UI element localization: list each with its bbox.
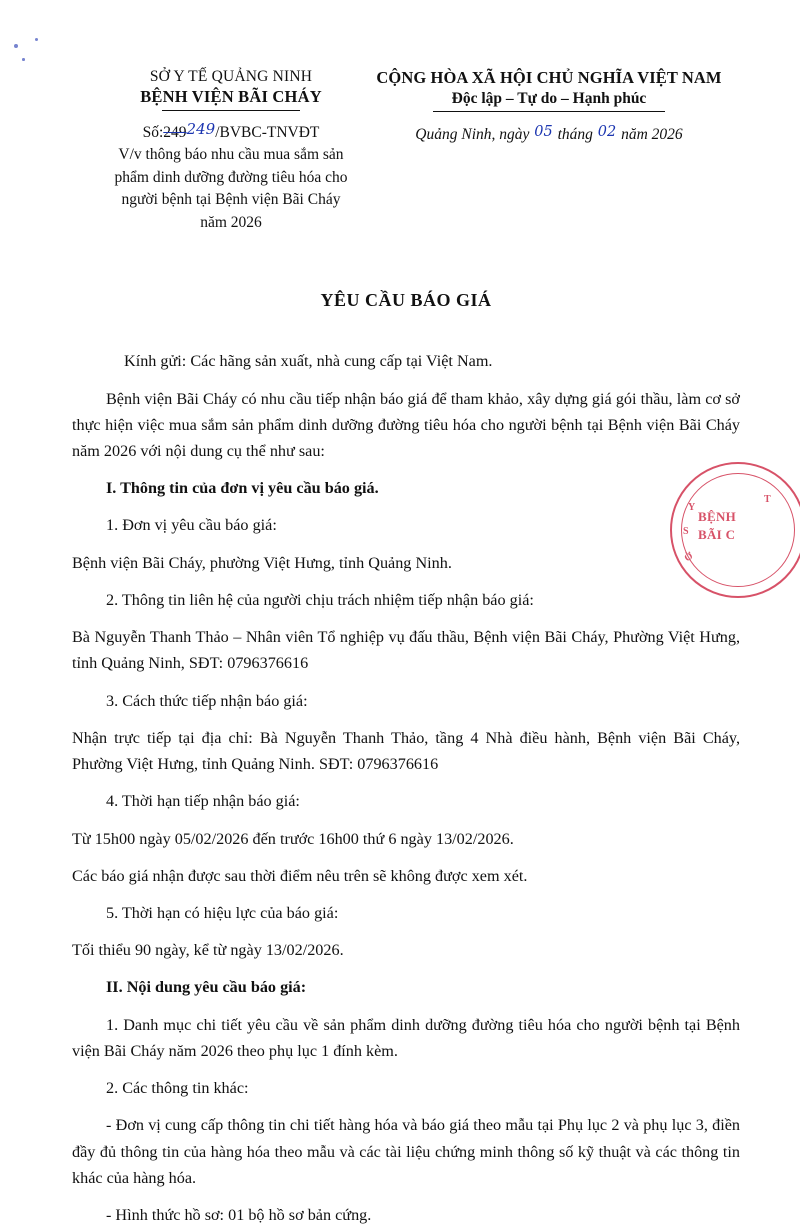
document-number: [110, 120, 352, 142]
seal-ring-letter: T: [764, 494, 771, 505]
seal-ring-letter: Ở: [682, 550, 696, 565]
paragraph-i-1: 1. Đơn vị yêu cầu báo giá:: [106, 516, 277, 535]
national-heading-block: [352, 68, 740, 144]
seal-ring-letter: Y: [688, 502, 696, 513]
header-divider: [433, 111, 665, 112]
paragraph-ii-2: 2. Các thông tin khác:: [106, 1079, 249, 1098]
paragraph-ii-1: 1. Danh mục chi tiết yêu cầu về sản phẩm dinh dưỡng đường tiêu hóa cho người bệnh tại Bệnh viện Bãi Cháy năm 2026 theo phụ lục 1 đính kèm.: [72, 1015, 740, 1060]
official-seal-stamp: [670, 462, 800, 598]
issuing-authority-block: [72, 68, 352, 234]
seal-line-1: BỆNH: [698, 509, 737, 524]
document-number-suffix: /BVBC-TNVĐT: [215, 124, 320, 142]
paragraph-intro: Bệnh viện Bãi Cháy có nhu cầu tiếp nhận báo giá để tham khảo, xây dựng giá gói thầu, làm cơ sở thực hiện việc mua sắm sản phẩm dinh dưỡng đường tiêu hóa cho người bệnh tại Bệnh viện Bãi Cháy năm 2026 với nội dung cụ thể như sau:: [72, 389, 740, 460]
month-label: tháng: [557, 126, 593, 144]
place-date-prefix: Quảng Ninh, ngày: [415, 126, 530, 144]
paragraph-i-2: 2. Thông tin liên hệ của người chịu trách nhiệm tiếp nhận báo giá:: [106, 590, 534, 609]
national-motto: Độc lập – Tự do – Hạnh phúc: [451, 90, 647, 107]
ink-mark: [22, 58, 25, 61]
document-number-struck: 249: [163, 124, 187, 142]
paragraph-i-2-value: Bà Nguyễn Thanh Thảo – Nhân viên Tổ nghiệp vụ đấu thầu, Bệnh viện Bãi Cháy, Phường Việt Hưng, tỉnh Quảng Ninh, SĐT: 0796376616: [72, 628, 740, 673]
heading-section-ii: II. Nội dung yêu cầu báo giá:: [106, 978, 307, 997]
paragraph-i-5: 5. Thời hạn có hiệu lực của báo giá:: [106, 904, 339, 923]
seal-ring-letter: S: [683, 526, 689, 537]
paragraph-i-1-value: Bệnh viện Bãi Cháy, phường Việt Hưng, tỉnh Quảng Ninh.: [72, 553, 452, 572]
paragraph-ii-2-b: - Hình thức hồ sơ: 01 bộ hồ sơ bản cứng.: [106, 1206, 372, 1225]
paragraph-i-3: 3. Cách thức tiếp nhận báo giá:: [106, 691, 308, 710]
paragraph-i-5-value: Tối thiểu 90 ngày, kể từ ngày 13/02/2026.: [72, 941, 344, 960]
seal-text: [698, 508, 736, 543]
document-number-handwritten: 249: [186, 120, 216, 139]
department-name: SỞ Y TẾ QUẢNG NINH: [149, 68, 313, 85]
ink-mark: [35, 38, 38, 41]
page-title: YÊU CẦU BÁO GIÁ: [320, 290, 492, 311]
place-and-date: [358, 126, 740, 144]
paragraph-i-3-value: Nhận trực tiếp tại địa chỉ: Bà Nguyễn Thanh Thảo, tầng 4 Nhà điều hành, Bệnh viện Bãi Cháy, Phường Việt Hưng, tỉnh Quảng Ninh. SĐT: 0796376616: [72, 728, 740, 774]
paragraph-i-4-value: Từ 15h00 ngày 05/02/2026 đến trước 16h00 thứ 6 ngày 13/02/2026.: [72, 829, 514, 848]
year-label: năm 2026: [621, 126, 683, 144]
country-name: CỘNG HÒA XÃ HỘI CHỦ NGHĨA VIỆT NAM: [376, 68, 722, 87]
seal-line-2: BÃI C: [698, 526, 736, 542]
date-day-handwritten: 05: [534, 124, 553, 141]
hospital-name: BỆNH VIỆN BÃI CHÁY: [140, 87, 322, 106]
document-number-prefix: Số:: [142, 124, 164, 142]
paragraph-ii-2-a: - Đơn vị cung cấp thông tin chi tiết hàng hóa và báo giá theo mẫu tại Phụ lục 2 và phụ lục 3, điền đầy đủ thông tin của hàng hóa theo mẫu và các tài liệu chứng minh thông số kỹ thuật và các thông tin khác của hàng hóa.: [72, 1116, 740, 1187]
ink-mark: [14, 44, 18, 48]
paragraph-i-4: 4. Thời hạn tiếp nhận báo giá:: [106, 792, 300, 811]
heading-section-i: I. Thông tin của đơn vị yêu cầu báo giá.: [106, 479, 379, 498]
document-subject: V/v thông báo nhu cầu mua sắm sản phẩm dinh dưỡng đường tiêu hóa cho người bệnh tại Bệnh viện Bãi Cháy năm 2026: [114, 146, 348, 231]
document-body: [72, 337, 740, 1228]
document-header: [72, 68, 740, 234]
header-divider: [162, 110, 300, 111]
paragraph-i-4-note: Các báo giá nhận được sau thời điểm nêu trên sẽ không được xem xét.: [72, 866, 528, 885]
date-month-handwritten: 02: [597, 124, 617, 141]
recipient-line: Kính gửi: Các hãng sản xuất, nhà cung cấp tại Việt Nam.: [124, 352, 493, 371]
